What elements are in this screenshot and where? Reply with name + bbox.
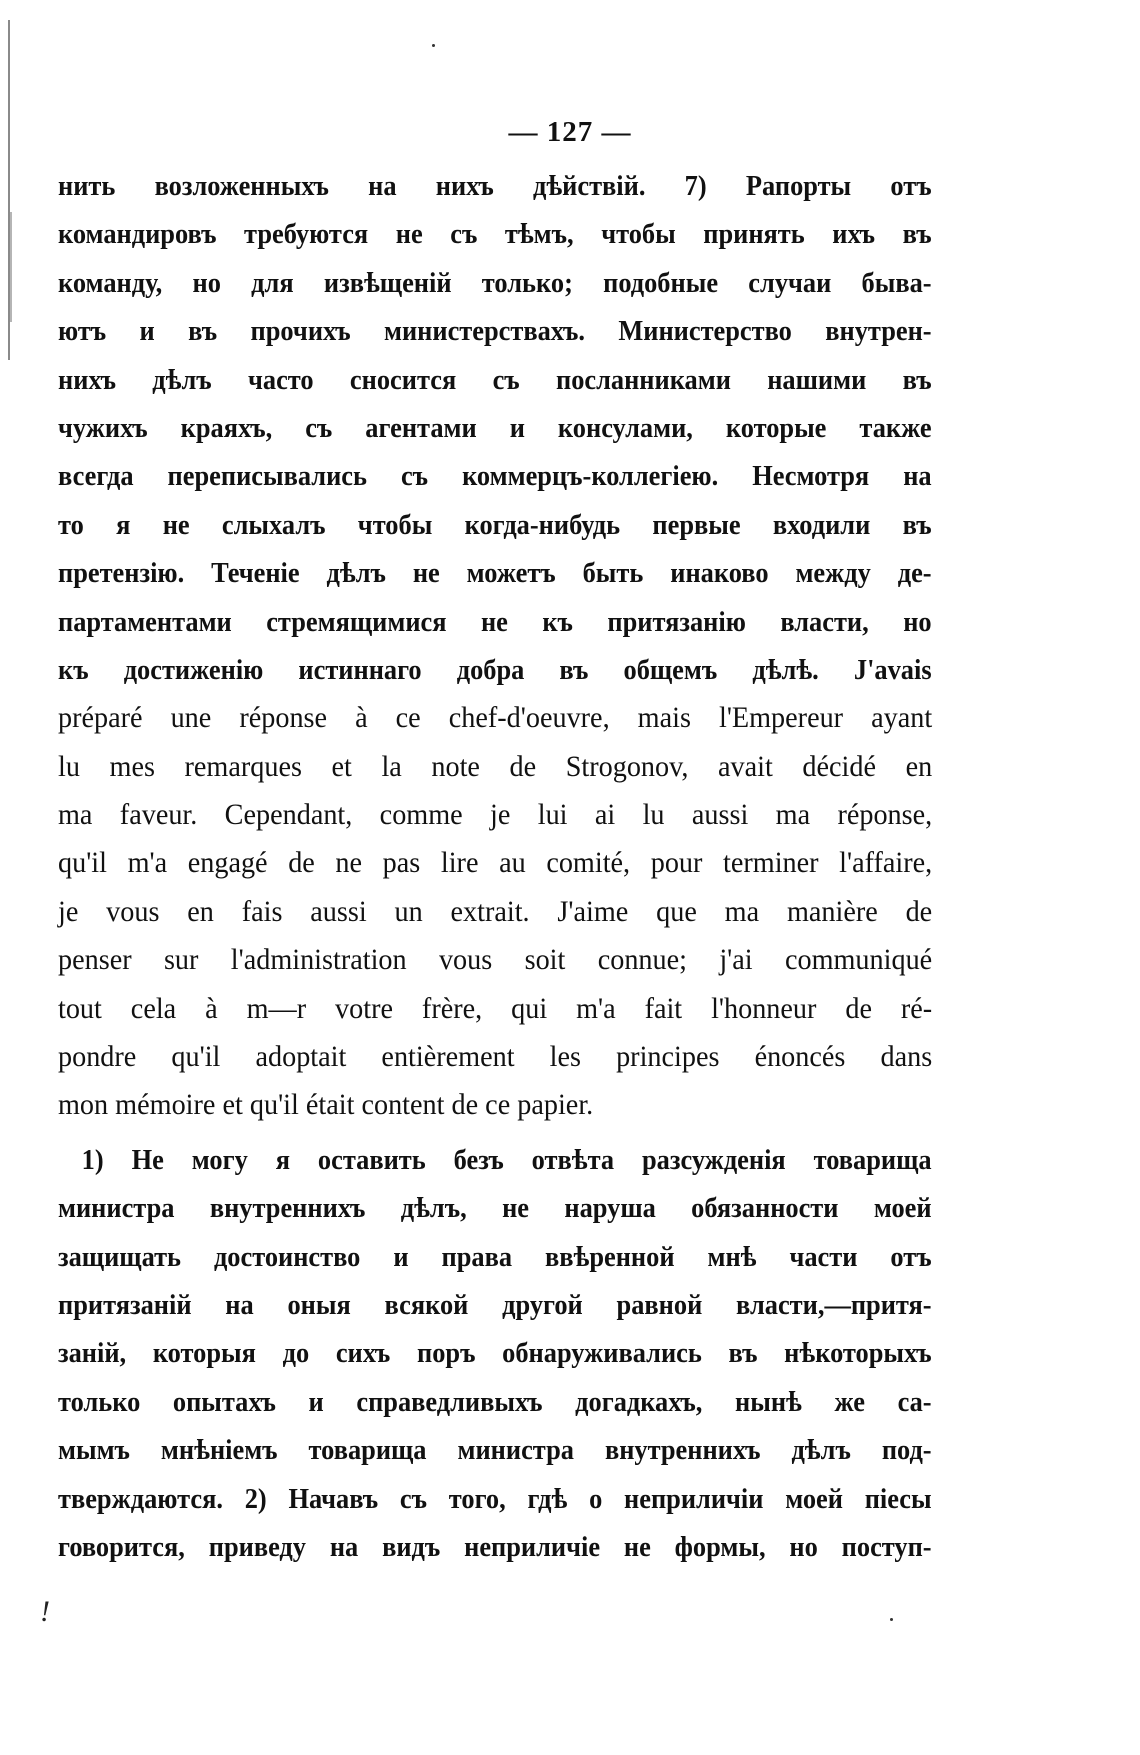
page-number: — 127 —: [508, 116, 632, 148]
scan-edge-line: [10, 212, 12, 322]
text-line: только опытахъ и справедливыхъ догадкахъ, нынѣ же са-: [58, 1385, 932, 1418]
text-line: командировъ требуются не съ тѣмъ, чтобы принять ихъ въ: [58, 218, 932, 251]
text-line: министра внутреннихъ дѣлъ, не наруша обязанности моей: [58, 1192, 932, 1225]
text-line: говорится, приведу на видъ неприличіе не формы, но поступ-: [58, 1530, 932, 1563]
text-line: penser sur l'administration vous soit connue; j'ai communiqué: [58, 943, 933, 977]
text-line: pondre qu'il adoptait entièrement les principes énoncés dans: [58, 1040, 933, 1074]
text-line: чужихъ краяхъ, съ агентами и консулами, которые также: [58, 411, 932, 444]
text-line: защищать достоинство и права ввѣренной мнѣ части отъ: [58, 1240, 932, 1273]
text-line: tout cela à m—r votre frère, qui m'a fait l'honneur de ré-: [58, 991, 933, 1025]
text-line: préparé une réponse à ce chef-d'oeuvre, mais l'Empereur ayant: [58, 701, 933, 735]
text-line: къ достиженію истиннаго добра въ общемъ дѣлѣ. J'avais: [58, 653, 932, 686]
text-line: qu'il m'a engagé de ne pas lire au comité, pour terminer l'affaire,: [58, 846, 933, 880]
stray-ink-mark: !: [40, 1595, 50, 1628]
text-line: 1) Не могу я оставить безъ отвѣта разсужденія товарища: [81, 1143, 932, 1176]
text-line: команду, но для извѣщеній только; подобные случаи быва-: [58, 266, 932, 299]
text-line: притязаній на оныя всякой другой равной власти,—притя-: [58, 1288, 932, 1321]
text-line: нить возложенныхъ на нихъ дѣйствій. 7) Рапорты отъ: [58, 170, 932, 202]
text-line: всегда переписывались съ коммерцъ-коллегіею. Несмотря на: [58, 460, 932, 493]
text-line: тверждаются. 2) Начавъ съ того, гдѣ о неприличіи моей піесы: [58, 1482, 932, 1515]
text-line: ma faveur. Cependant, comme je lui ai lu aussi ma réponse,: [58, 798, 933, 832]
text-line: mon mémoire et qu'il était content de ce papier.: [58, 1088, 594, 1122]
text-line: lu mes remarques et la note de Strogonov, avait décidé en: [58, 749, 933, 783]
text-line: партаментами стремящимися не къ притязанію власти, но: [58, 605, 932, 638]
text-line: претензію. Теченіе дѣлъ не можетъ быть инаково между де-: [58, 557, 932, 590]
text-line: je vous en fais aussi un extrait. J'aime que ma manière de: [58, 894, 933, 928]
page-text: [58, 162, 932, 1571]
text-line: нихъ дѣлъ часто сносится съ посланниками нашими въ: [58, 363, 932, 396]
ink-speck: [890, 1618, 893, 1621]
text-line: заній, которыя до сихъ поръ обнаруживались въ нѣкоторыхъ: [58, 1337, 932, 1370]
text-line: ютъ и въ прочихъ министерствахъ. Министерство внутрен-: [58, 315, 932, 348]
ink-speck: [432, 44, 435, 47]
text-line: мымъ мнѣніемъ товарища министра внутреннихъ дѣлъ под-: [58, 1434, 932, 1467]
text-line: то я не слыхалъ чтобы когда-нибудь первые входили въ: [58, 508, 932, 541]
